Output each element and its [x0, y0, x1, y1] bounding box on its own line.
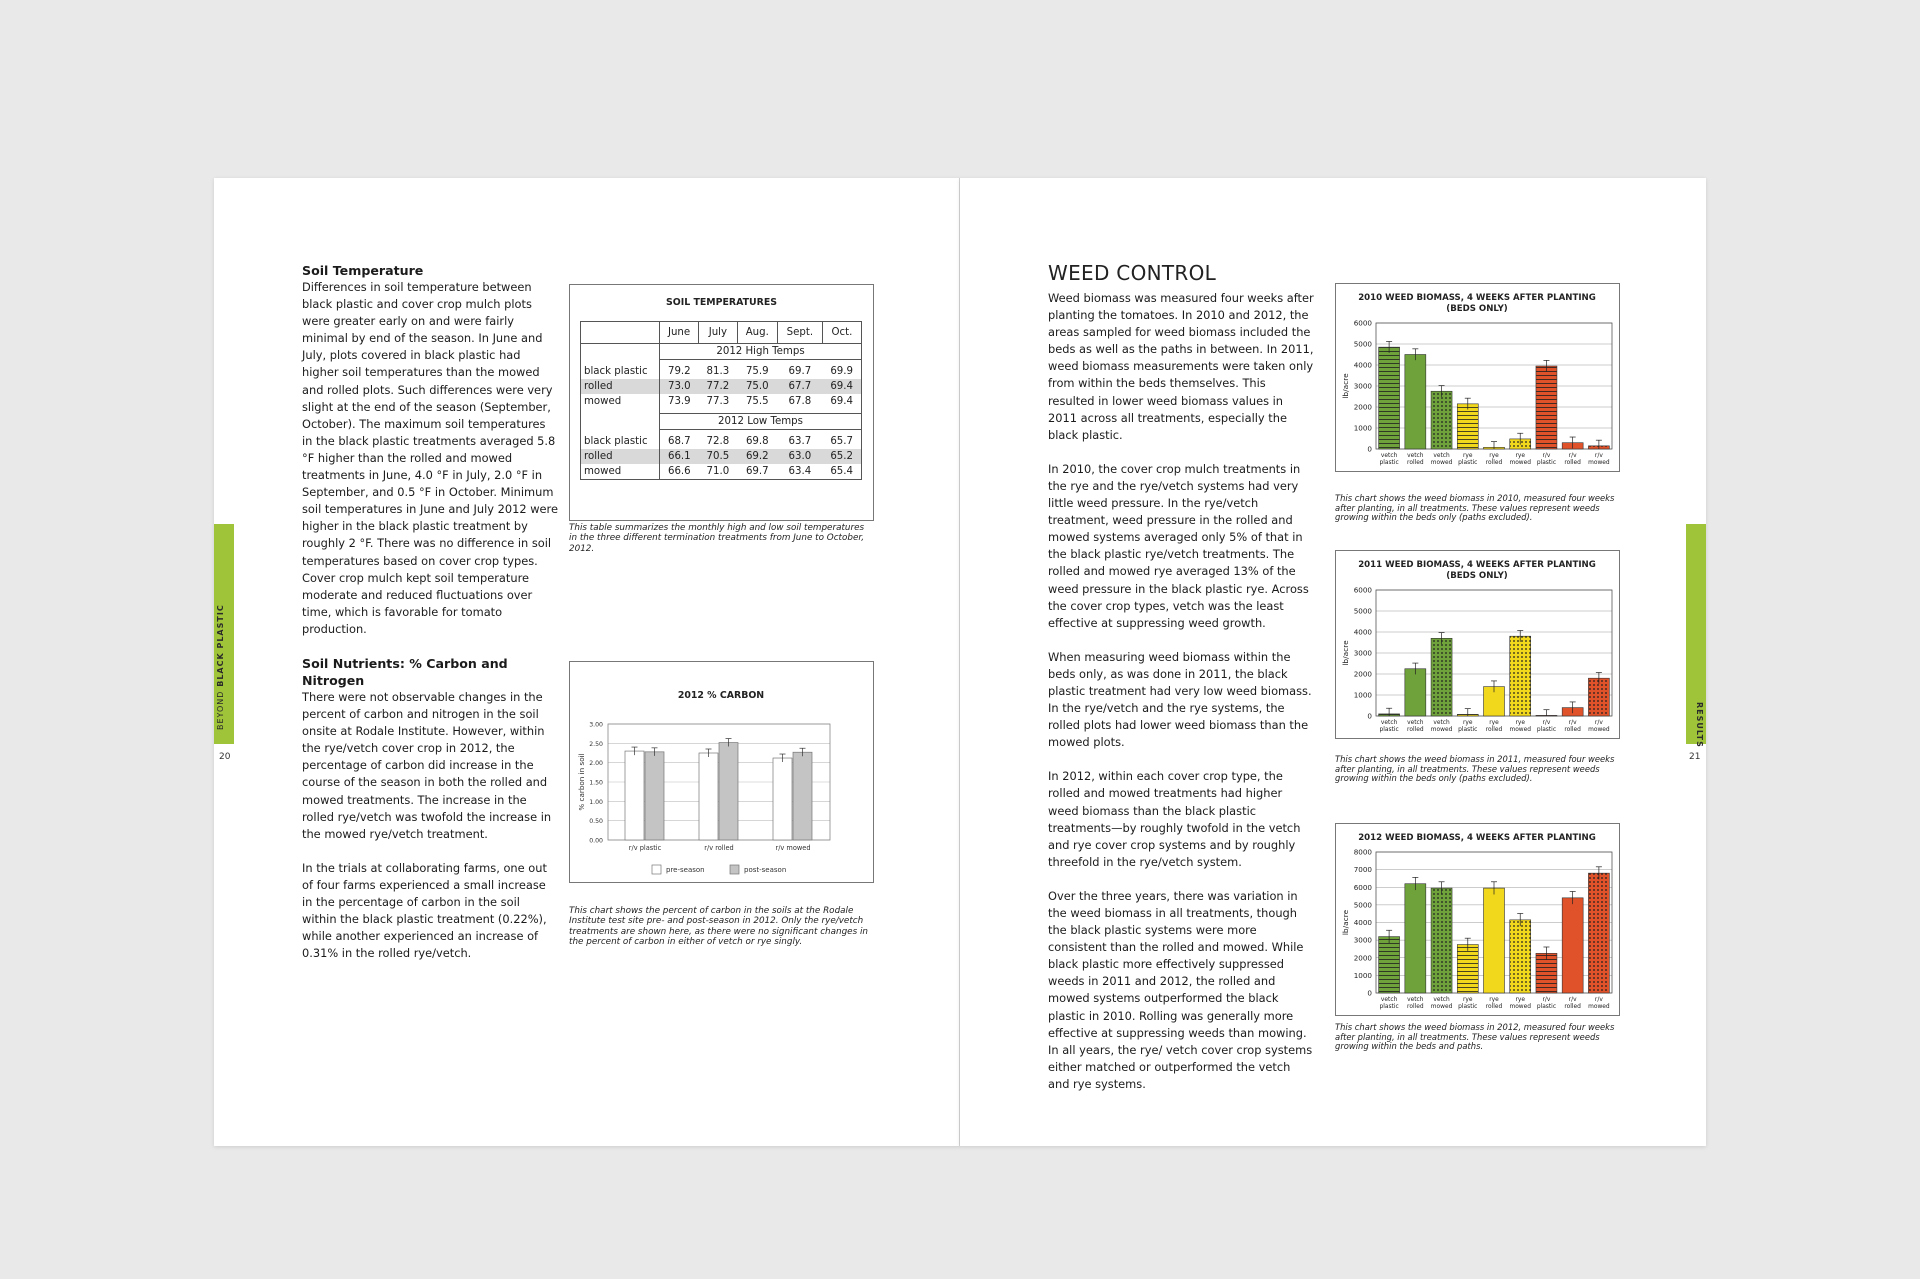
x-tick-label: vetch — [1407, 720, 1424, 726]
cell: 63.4 — [777, 464, 822, 480]
legend-label: pre-season — [666, 866, 705, 874]
cell: 72.8 — [706, 436, 730, 447]
x-tick-label: rye — [1515, 453, 1525, 459]
cell: 81.3 — [706, 366, 730, 377]
x-tick-label: vetch — [1380, 453, 1398, 459]
x-tick-label: plastic — [1536, 460, 1557, 466]
cell: 75.5 — [745, 396, 769, 407]
weed-control-column — [1048, 290, 1315, 1110]
x-tick-label: mowed — [1509, 460, 1531, 466]
paragraph: In 2010, the cover crop mulch treatments in the rye and the rye/vetch systems had very little weed pressure. In the rye/vetch treatment, weed pressure in the rolled and mowed systems averaged only 5% of that in the black plastic rye/vetch treatments. The rolled and mowed rye averaged 13% of the weed pressure in the black plastic rye. Across the cover crop types, vetch was the least effective at suppressing weed growth. — [1048, 461, 1309, 630]
y-tick-label: 1.00 — [589, 798, 603, 806]
bar — [1457, 945, 1478, 993]
bar — [699, 753, 718, 840]
x-tick-label: plastic — [1458, 1004, 1478, 1010]
col-header: Oct. — [822, 322, 861, 344]
bar — [1457, 404, 1478, 449]
spacer-cell — [581, 414, 660, 430]
x-tick-label: r/v — [1594, 997, 1603, 1003]
table-row — [581, 434, 862, 449]
section-title: WEED CONTROL — [1048, 261, 1217, 285]
x-tick-label: r/v — [1594, 720, 1603, 726]
y-tick-label: 0 — [1367, 988, 1372, 998]
side-tab-text — [216, 604, 225, 730]
x-tick-label: rolled — [1485, 727, 1503, 733]
x-tick-label: rye — [1515, 997, 1525, 1003]
y-tick-label: 0.50 — [589, 818, 603, 826]
x-tick-label: vetch — [1380, 997, 1398, 1003]
x-tick-label: r/v rolled — [704, 844, 734, 852]
x-tick-label: r/v — [1542, 453, 1551, 459]
legend-label: post-season — [744, 866, 787, 874]
row-label: black plastic — [581, 434, 660, 449]
bar — [1536, 366, 1557, 449]
x-tick-label: rolled — [1564, 1004, 1581, 1010]
x-tick-label: mowed — [1430, 727, 1453, 733]
cell: 69.7 — [737, 464, 777, 480]
bar — [645, 752, 664, 840]
cell: 73.0 — [660, 379, 699, 394]
x-tick-label: r/v — [1568, 453, 1577, 459]
y-tick-label: 0.00 — [589, 837, 603, 845]
legend-swatch — [652, 865, 661, 874]
y-axis-label: lb/acre — [1341, 373, 1350, 399]
chart-title: 2012 % CARBON — [677, 690, 765, 701]
soil-temperatures-caption: This table summarizes the monthly high and low soil temperatures in the three different termination treatments from June to October, 2012. — [569, 523, 865, 554]
x-tick-label: vetch — [1407, 453, 1424, 459]
x-tick-label: mowed — [1509, 1004, 1531, 1010]
x-tick-label: plastic — [1379, 1004, 1399, 1010]
y-tick-label: 2000 — [1353, 669, 1372, 679]
high-temps-label: 2012 High Temps — [660, 344, 862, 360]
x-tick-label: plastic — [1379, 460, 1399, 466]
weed-2012-chart — [1336, 824, 1619, 1015]
x-tick-label: rolled — [1485, 460, 1503, 466]
bar — [793, 752, 812, 840]
row-label: rolled — [581, 379, 660, 394]
y-tick-label: 5000 — [1353, 900, 1372, 910]
cell: 79.2 — [660, 364, 699, 379]
bar — [719, 743, 738, 840]
bar — [1510, 920, 1531, 993]
cell: 71.0 — [699, 464, 737, 480]
x-tick-label: plastic — [1536, 727, 1557, 733]
paragraph: Weed biomass was measured four weeks after planting the tomatoes. In 2010 and 2012, the areas sampled for weed biomass included the beds as well as the paths in between. In 2011, weed biomass measurements were taken only from within the beds themselves. This resulted in lower weed biomass values in 2011 across all treatments, especially the black plastic. — [1048, 291, 1314, 442]
x-tick-label: rye — [1463, 997, 1473, 1003]
x-tick-label: rolled — [1407, 1004, 1424, 1010]
cell: 73.9 — [660, 394, 699, 409]
x-tick-label: vetch — [1407, 997, 1424, 1003]
table-row — [581, 364, 862, 379]
bar — [1405, 884, 1426, 993]
row-label: mowed — [581, 394, 660, 409]
x-tick-label: rolled — [1564, 727, 1581, 733]
x-tick-label: rolled — [1485, 1004, 1503, 1010]
x-tick-label: r/v — [1542, 997, 1551, 1003]
bar — [1562, 898, 1583, 993]
y-tick-label: 4000 — [1353, 627, 1372, 637]
paragraph: When measuring weed biomass within the beds only, as was done in 2011, the black plastic treatment had very low weed biomass. In the rye/vetch and the rye systems, the rolled plots had lower weed biomass than the mowed plots. — [1048, 649, 1312, 750]
cell: 65.4 — [822, 464, 861, 480]
carbon-chart — [570, 662, 873, 882]
x-tick-label: r/v — [1594, 453, 1603, 459]
x-tick-label: rolled — [1407, 727, 1424, 733]
cell: 75.0 — [745, 381, 769, 392]
corner-cell — [581, 322, 660, 344]
bar — [1405, 669, 1426, 716]
x-tick-label: rye — [1489, 720, 1499, 726]
bar — [1379, 937, 1400, 993]
y-tick-label: 0 — [1367, 711, 1372, 721]
table-row — [581, 379, 862, 394]
x-tick-label: plastic — [1536, 1004, 1557, 1010]
x-tick-label: r/v — [1568, 720, 1577, 726]
cell: 69.4 — [822, 394, 861, 409]
left-page — [214, 178, 960, 1146]
y-tick-label: 8000 — [1353, 847, 1372, 857]
carbon-chart-caption: This chart shows the percent of carbon in the soils at the Rodale Institute test site pre- and post-season in 2012. Only the rye/vetch treatments are shown here, as there were no significant changes in the percent of carbon in either of vetch or rye singly. — [569, 906, 868, 948]
spacer-cell — [581, 344, 660, 360]
weed-2011-caption: This chart shows the weed biomass in 2011, measured four weeks after planting, in all treatments. These values represent weeds growing within the beds only (paths excluded). — [1335, 754, 1615, 784]
y-tick-label: 2.00 — [589, 760, 603, 768]
weed-2012-caption: This chart shows the weed biomass in 2012, measured four weeks after planting, in all treatments. These values represent weeds growing within the beds and paths. — [1335, 1022, 1615, 1052]
row-label: rolled — [581, 449, 660, 464]
x-tick-label: r/v — [1542, 720, 1551, 726]
chart-title: 2010 WEED BIOMASS, 4 WEEKS AFTER PLANTING — [1358, 293, 1596, 303]
table-row — [581, 394, 862, 409]
cell: 65.7 — [822, 434, 861, 449]
y-tick-label: 1.50 — [589, 779, 603, 787]
y-tick-label: 6000 — [1353, 318, 1372, 328]
cell: 63.7 — [788, 436, 812, 447]
right-page — [960, 178, 1706, 1146]
y-tick-label: 2.50 — [589, 740, 603, 748]
soil-nutrients-body: There were not observable changes in the percent of carbon and nitrogen in the soil onsite at Rodale Institute. However, within the rye/vetch cover crop in 2012, the percentage of carbon did increase in the course of the season in both the rolled and mowed treatments. The increase in the rolled rye/vetch was twofold the increase in the mowed rye/vetch treatment. — [302, 689, 552, 841]
soil-temperature-heading: Soil Temperature — [302, 263, 424, 278]
table-row — [581, 464, 862, 480]
x-tick-label: rye — [1463, 453, 1473, 459]
bar — [1405, 355, 1426, 450]
x-tick-label: vetch — [1433, 720, 1450, 726]
x-tick-label: mowed — [1588, 1004, 1610, 1010]
x-tick-label: r/v plastic — [628, 844, 662, 852]
bar — [1431, 888, 1452, 993]
page-number: 21 — [1689, 752, 1701, 762]
weed-2011-chart — [1336, 551, 1619, 738]
chart-title: 2011 WEED BIOMASS, 4 WEEKS AFTER PLANTING — [1358, 560, 1596, 570]
y-tick-label: 5000 — [1353, 339, 1372, 349]
bar — [773, 758, 792, 840]
y-tick-label: 3000 — [1353, 648, 1372, 658]
side-tab-prefix: BEYOND — [216, 690, 225, 730]
soil-nutrients-heading: Soil Nutrients: % Carbon and Nitrogen — [302, 655, 508, 688]
bar — [1379, 347, 1400, 449]
y-tick-label: 3000 — [1353, 935, 1372, 945]
x-tick-label: r/v — [1568, 997, 1577, 1003]
chart-title: 2012 WEED BIOMASS, 4 WEEKS AFTER PLANTING — [1358, 833, 1596, 843]
cell: 65.2 — [822, 449, 861, 464]
x-tick-label: mowed — [1588, 460, 1610, 466]
x-tick-label: rolled — [1564, 460, 1581, 466]
y-axis-label: % carbon in soil — [577, 753, 586, 811]
x-tick-label: vetch — [1433, 997, 1450, 1003]
x-tick-label: mowed — [1430, 1004, 1453, 1010]
soil-temperature-column — [302, 262, 558, 979]
soil-temperatures-title: SOIL TEMPERATURES — [666, 297, 777, 308]
col-header: Sept. — [777, 322, 822, 344]
side-tab-text: RESULTS — [1695, 702, 1704, 748]
side-tab-emphasis: BLACK PLASTIC — [216, 604, 225, 687]
low-temps-label: 2012 Low Temps — [660, 414, 862, 430]
weed-2011-chart-box — [1335, 550, 1620, 739]
y-tick-label: 6000 — [1353, 882, 1372, 892]
row-label: black plastic — [581, 364, 660, 379]
cell: 68.7 — [660, 434, 699, 449]
carbon-chart-box — [569, 661, 874, 883]
cell: 70.5 — [706, 451, 730, 462]
cell: 63.0 — [788, 451, 812, 462]
y-tick-label: 4000 — [1353, 360, 1372, 370]
weed-2010-chart-box — [1335, 283, 1620, 472]
y-tick-label: 1000 — [1353, 970, 1372, 980]
y-tick-label: 4000 — [1353, 918, 1372, 927]
x-tick-label: rye — [1463, 720, 1473, 726]
cell: 66.6 — [660, 464, 699, 480]
bar — [1484, 888, 1505, 993]
x-tick-label: mowed — [1509, 727, 1531, 733]
weed-2010-chart — [1336, 284, 1619, 471]
y-tick-label: 2000 — [1353, 953, 1372, 963]
page-number: 20 — [219, 752, 231, 762]
y-tick-label: 3.00 — [589, 721, 603, 729]
weed-2012-chart-box — [1335, 823, 1620, 1016]
cell: 69.7 — [788, 366, 812, 377]
chart-subtitle: (BEDS ONLY) — [1446, 304, 1508, 314]
col-header: July — [699, 322, 737, 344]
x-tick-label: plastic — [1379, 727, 1399, 733]
x-tick-label: plastic — [1458, 460, 1478, 466]
row-label: mowed — [581, 464, 660, 480]
y-tick-label: 5000 — [1353, 606, 1372, 616]
cell: 67.7 — [788, 381, 812, 392]
legend-swatch — [730, 865, 739, 874]
y-axis-label: lb/acre — [1341, 909, 1350, 936]
y-tick-label: 1000 — [1353, 690, 1372, 700]
table-row — [581, 449, 862, 464]
y-tick-label: 0 — [1367, 444, 1372, 454]
y-tick-label: 6000 — [1353, 585, 1372, 595]
cell: 77.3 — [706, 396, 730, 407]
x-tick-label: mowed — [1588, 727, 1610, 733]
paragraph: In 2012, within each cover crop type, the rolled and mowed treatments had higher weed biomass than the black plastic treatments—by roughly twofold in the vetch and rye cover crop systems and by roughly threefold in the rye/vetch system. — [1048, 769, 1301, 869]
y-tick-label: 3000 — [1353, 381, 1372, 391]
cell: 75.9 — [745, 366, 769, 377]
paragraph: Over the three years, there was variation in the weed biomass in all treatments, though the black plastic systems were more consistent than the rolled and mowed. While black plastic more effectively suppressed weeds in 2011 and 2012, the rolled and mowed systems outperformed the black plastic in 2010. Rolling was generally more effective at suppressing weeds than mowing. In all years, the rye/ vetch cover crop systems either matched or outperformed the vetch and rye systems. — [1048, 888, 1313, 1091]
y-tick-label: 1000 — [1353, 423, 1372, 433]
bar — [1431, 391, 1452, 449]
cell: 69.4 — [822, 379, 861, 394]
y-tick-label: 7000 — [1353, 865, 1372, 875]
x-tick-label: mowed — [1430, 460, 1453, 466]
x-tick-label: rye — [1489, 453, 1499, 459]
cell: 67.8 — [788, 396, 812, 407]
cell: 69.9 — [822, 364, 861, 379]
cell: 66.1 — [660, 449, 699, 464]
soil-temperatures-table — [580, 321, 862, 480]
bar — [625, 751, 644, 840]
col-header: June — [660, 322, 699, 344]
x-tick-label: rye — [1515, 720, 1525, 726]
soil-temperatures-table-box — [569, 284, 874, 521]
x-tick-label: rye — [1489, 997, 1499, 1003]
bar — [1431, 638, 1452, 716]
y-axis-label: lb/acre — [1341, 640, 1350, 666]
soil-nutrients-body-2: In the trials at collaborating farms, one out of four farms experienced a small increase in the percentage of carbon in the soil within the black plastic treatment (0.22%), while another experienced an increase of 0.31% in the rolled rye/vetch. — [302, 860, 547, 961]
soil-temperature-body: Differences in soil temperature between black plastic and cover crop mulch plots were greater early on and were fairly minimal by end of the season. In June and July, plots covered in black plastic had higher soil temperatures than the mowed and rolled plots. Such differences were very slight at the end of the season (September, October). The maximum soil temperatures in the black plastic treatments averaged 5.8 °F higher than the rolled and mowed treatments in June, 4.0 °F in July, 2.0 °F in September, and 0.5 °F in October. Minimum soil temperatures in June and July 2012 were higher in the black plastic treatment by roughly 2 °F. There was no difference in soil temperatures based on cover crop types. Cover crop mulch kept soil temperature moderate and reduced fluctuations over time, which is favorable for tomato production. — [302, 280, 558, 636]
col-header: Aug. — [737, 322, 777, 344]
cell: 69.8 — [745, 436, 769, 447]
cell: 77.2 — [706, 381, 730, 392]
bar — [1510, 636, 1531, 716]
cell: 69.2 — [745, 451, 769, 462]
bar — [1588, 873, 1609, 993]
x-tick-label: r/v mowed — [775, 844, 811, 852]
y-tick-label: 2000 — [1353, 402, 1372, 412]
x-tick-label: rolled — [1407, 460, 1424, 466]
x-tick-label: vetch — [1433, 453, 1450, 459]
weed-2010-caption: This chart shows the weed biomass in 2010, measured four weeks after planting, in all treatments. These values represent weeds growing within the beds only (paths excluded). — [1335, 493, 1615, 523]
x-tick-label: plastic — [1458, 727, 1478, 733]
x-tick-label: vetch — [1380, 720, 1398, 726]
chart-subtitle: (BEDS ONLY) — [1446, 571, 1508, 581]
